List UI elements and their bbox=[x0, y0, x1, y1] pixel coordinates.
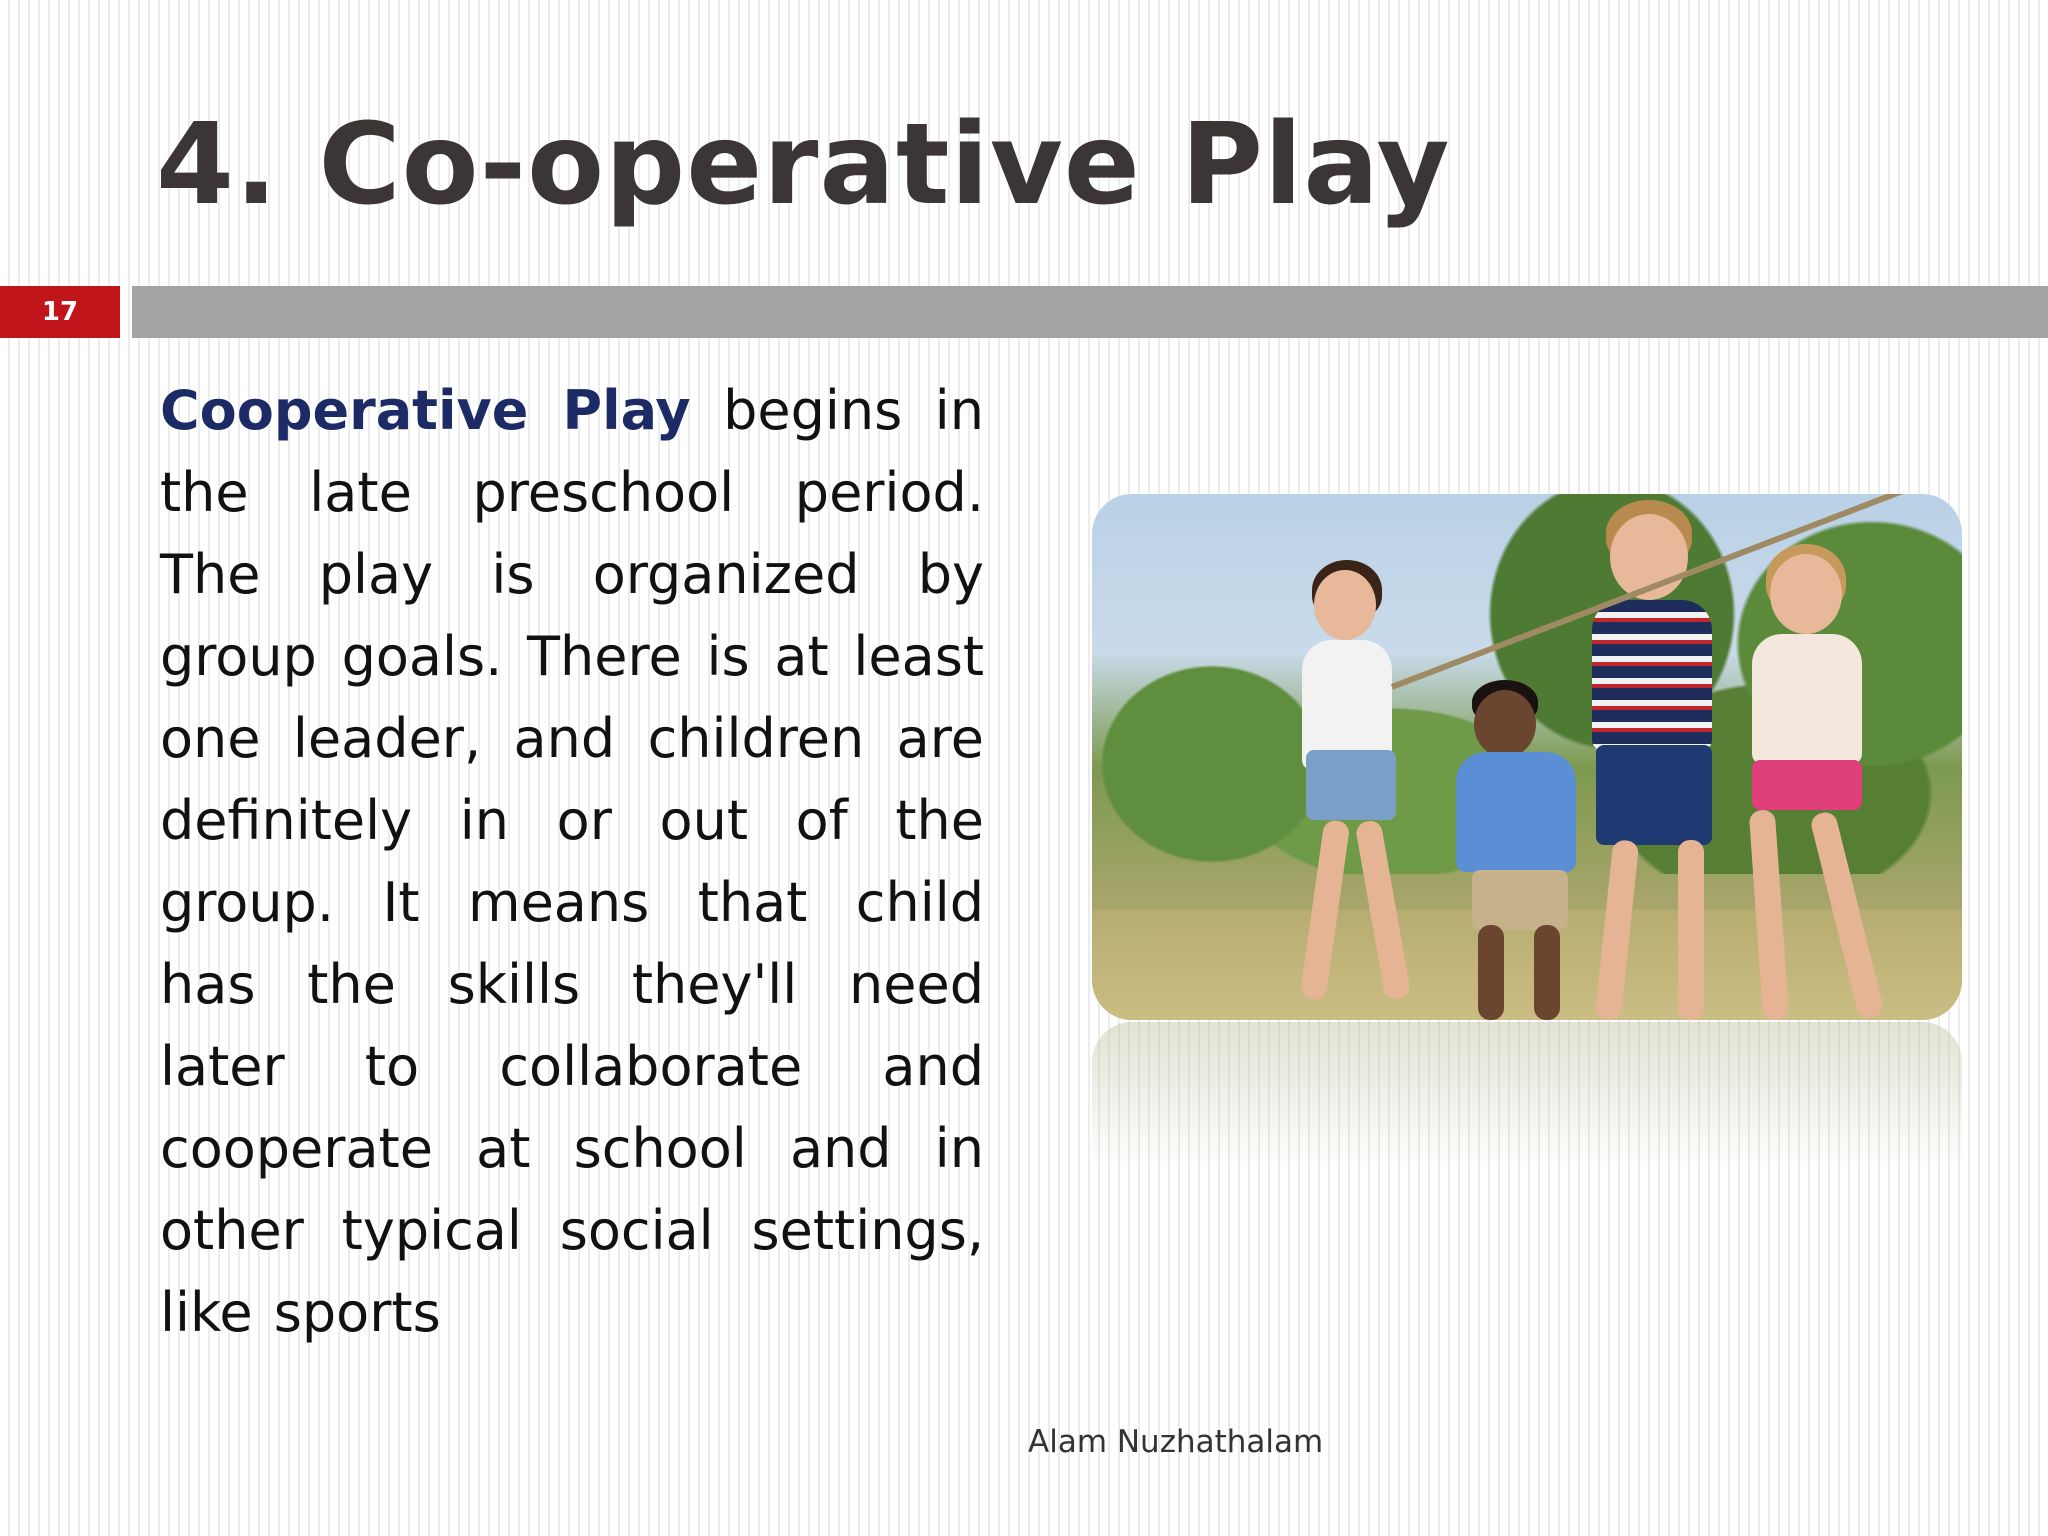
footer-author: Alam Nuzhathalam bbox=[1028, 1424, 1324, 1460]
title-rule-bar bbox=[132, 286, 2048, 338]
photo-reflection bbox=[1092, 1022, 1962, 1172]
body-paragraph bbox=[160, 370, 984, 1354]
slide-number-badge bbox=[0, 286, 120, 338]
slide-number: 17 bbox=[41, 297, 79, 327]
photo-child-1 bbox=[1292, 520, 1442, 1020]
children-tug-of-war-photo bbox=[1092, 494, 1962, 1020]
body-lead-term: Cooperative Play bbox=[160, 379, 691, 442]
photo-child-4 bbox=[1712, 510, 1892, 1020]
photo-child-3 bbox=[1562, 500, 1732, 1020]
slide-title: 4. Co-operative Play bbox=[156, 100, 1451, 230]
photo-frame bbox=[1092, 494, 1962, 1020]
body-text: begins in the late preschool period. The play is organized by group goals. There is at least one leader, and children are definitely in or out of the group. It means that child has the skills they'll need later to collaborate and cooperate at school and in other typical social settings, like sports bbox=[160, 379, 984, 1344]
